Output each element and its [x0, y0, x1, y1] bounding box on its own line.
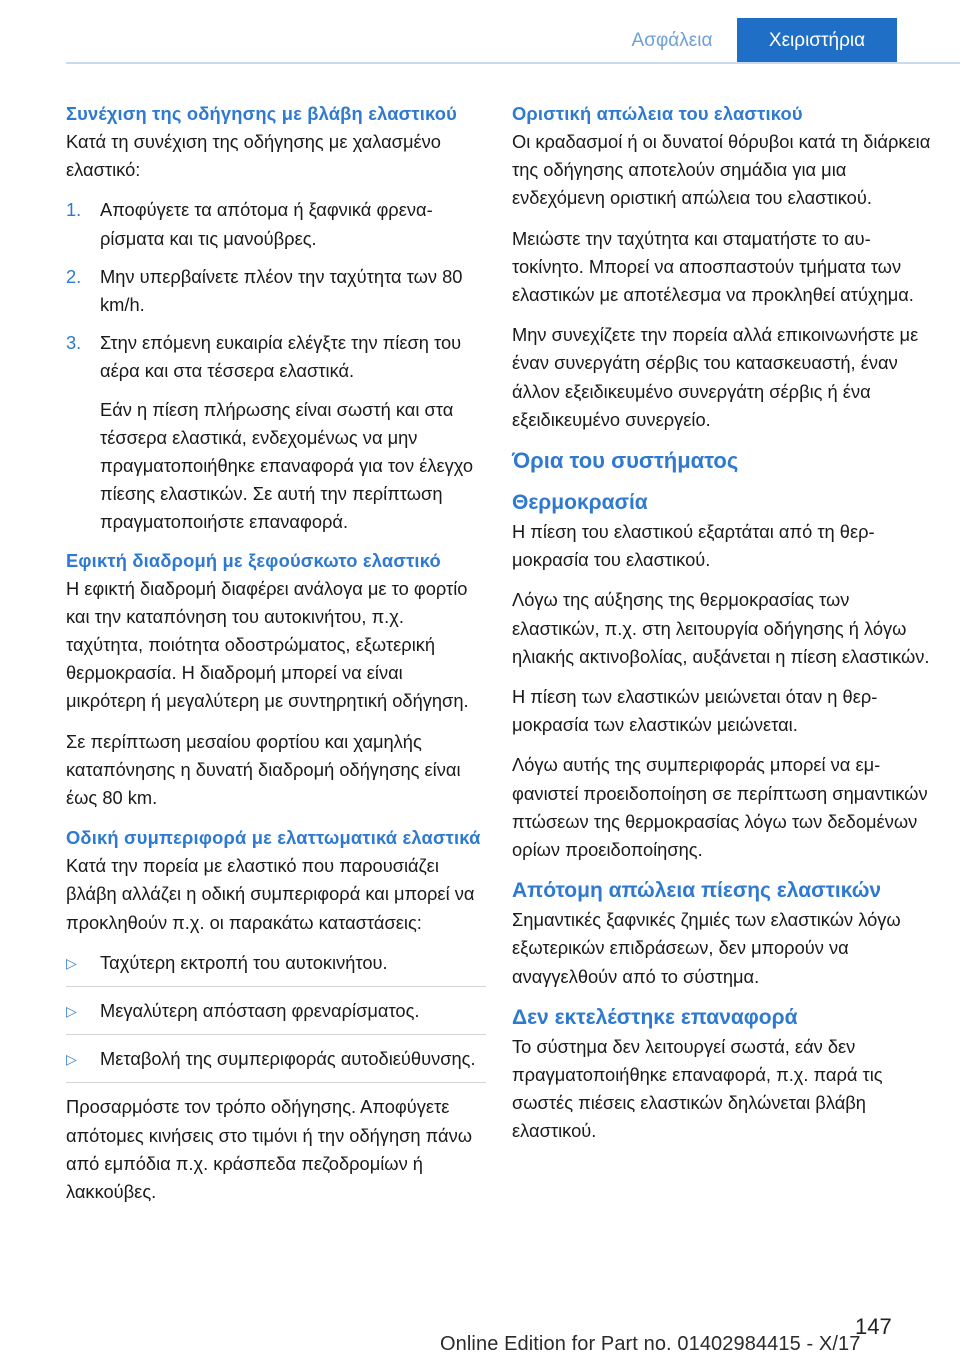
paragraph: Μην συνεχίζετε την πορεία αλλά επικοινωνήστε με έναν συνεργάτη σέρβις του κατασκευαστή, έναν άλλον εξειδικευμένο συνεργάτη σέρβις ή ένα εξειδικευμένο συνεργείο.: [512, 324, 919, 430]
list-item: [66, 1045, 486, 1083]
paragraph: Οι κραδασμοί ή οι δυνατοί θόρυβοι κατά τη διάρκεια της οδήγησης αποτελούν σημάδια για μια ενδεχόμενη οριστική απώλεια του ελαστικού.: [512, 131, 931, 209]
list-item-text: Μεταβολή της συμπεριφοράς αυτοδιεύθυνσης.: [100, 1048, 476, 1070]
section-title-possible-range: Εφικτή διαδρομή με ξεφούσκωτο ελαστικό: [66, 549, 441, 571]
header-divider: [66, 62, 960, 64]
left-column: [66, 100, 486, 1218]
list-item-text: Μεγαλύτερη απόσταση φρεναρίσματος.: [100, 1000, 420, 1022]
tab-safety[interactable]: Ασφάλεια: [631, 29, 713, 51]
triangle-bullet-icon: ▷: [66, 1003, 77, 1020]
list-number: 3.: [66, 332, 82, 354]
list-item-text: Μην υπερβαίνετε πλέον την ταχύτητα των 80 km/h.: [100, 265, 463, 316]
list-number: 2.: [66, 265, 82, 287]
paragraph: Κατά τη συνέχιση της οδήγησης με χαλασμένο ελαστικό:: [66, 131, 441, 181]
subheading-no-reset: Δεν εκτελέστηκε επαναφορά: [512, 1005, 798, 1029]
list-item: [66, 329, 486, 536]
section-title-road-behavior: Οδική συμπεριφορά με ελαττωματικά ελαστικά: [66, 827, 481, 849]
paragraph: Η πίεση των ελαστικών μειώνεται όταν η θερμοκρασία των ελαστικών μειώνεται.: [512, 686, 878, 736]
paragraph: Προσαρμόστε τον τρόπο οδήγησης. Αποφύγετε απότομες κινήσεις στο τιμόνι ή την οδήγηση πάνω από εμπόδια π.χ. κράσπεδα πεζοδρομίων ή λακκούβες.: [66, 1096, 472, 1203]
bullet-list: [66, 949, 486, 1084]
section-title-tire-loss: Οριστική απώλεια του ελαστικού: [512, 103, 803, 124]
triangle-bullet-icon: ▷: [66, 1051, 77, 1068]
subheading-sudden-pressure-loss: Απότομη απώλεια πίεσης ελαστικών: [512, 879, 882, 903]
subheading-temperature: Θερμοκρασία: [512, 491, 648, 515]
paragraph: Κατά την πορεία με ελαστικό που παρουσιάζει βλάβη αλλάζει η οδική συμπεριφορά και μπορεί να προκληθούν π.χ. οι παρακάτω καταστάσεις:: [66, 855, 475, 933]
paragraph: Λόγω της αύξησης της θερμοκρασίας των ελαστικών, π.χ. στη λειτουργία οδήγησης ή λόγω ηλιακής ακτινοβολίας, αυξάνεται η πίεση ελαστικών.: [512, 589, 930, 667]
paragraph: Μειώστε την ταχύτητα και σταματήστε το αυτοκίνητο. Μπορεί να αποσπαστούν τμήματα των ελαστικών με αποτέλεσμα να προκληθεί ατύχημα.: [512, 227, 914, 306]
right-column: [512, 100, 932, 1158]
header-tabs: [607, 18, 897, 63]
page-number: 147: [855, 1314, 892, 1339]
list-item-note: Εάν η πίεση πλήρωσης είναι σωστή και στα τέσσερα ελαστικά, ενδεχομένως να μην πραγματοποιήθηκε επαναφορά για τον έλεγχο πίεσης ελαστικών. Σε αυτή την περίπτωση πραγματοποιήστε επαναφορά.: [100, 398, 474, 533]
list-item: [66, 949, 486, 987]
list-item-text: Ταχύτερη εκτροπή του αυτοκινήτου.: [100, 951, 388, 973]
list-item-text: Αποφύγετε τα απότομα ή ξαφνικά φρεναρίσματα και τις μανούβρες.: [100, 199, 433, 249]
triangle-bullet-icon: ▷: [66, 954, 77, 971]
numbered-list: [66, 196, 486, 536]
paragraph: Σημαντικές ξαφνικές ζημιές των ελαστικών λόγω εξωτερικών επιδράσεων, δεν μπορούν να αναγγελθούν από το σύστημα.: [512, 909, 901, 987]
list-item: [66, 263, 486, 319]
footer-edition: Online Edition for Part no. 01402984415 - X/17: [440, 1333, 861, 1355]
heading-system-limits: Όρια του συστήματος: [512, 448, 739, 474]
paragraph: Η πίεση του ελαστικού εξαρτάται από τη θερμοκρασία του ελαστικού.: [512, 521, 875, 571]
list-item: [66, 196, 486, 252]
tab-controls[interactable]: Χειριστήρια: [737, 18, 897, 63]
list-item: [66, 997, 486, 1035]
paragraph: Η εφικτή διαδρομή διαφέρει ανάλογα με το φορτίο και την καταπόνηση του αυτοκινήτου, π.χ. ταχύτητα, ποιότητα οδοστρώματος, εξωτερική θερμοκρασία. Η διαδρομή μπορεί να είναι μικρότερη ή μεγαλύτερη με συντηρητική οδήγηση.: [66, 577, 469, 712]
paragraph: Το σύστημα δεν λειτουργεί σωστά, εάν δεν πραγματοποιήθηκε επαναφορά, π.χ. παρά τις σωστές πιέσεις ελαστικών δηλώνεται βλάβη ελαστικού.: [512, 1035, 883, 1142]
paragraph: Λόγω αυτής της συμπεριφοράς μπορεί να εμφανιστεί προειδοποίηση σε περίπτωση σημαντικών πτώσεων της θερμοκρασίας λόγω των δεδομένων ορίων προειδοποίησης.: [512, 754, 928, 861]
paragraph: Σε περίπτωση μεσαίου φορτίου και χαμηλής καταπόνησης η δυνατή διαδρομή οδήγησης είναι έως 80 km.: [66, 730, 461, 809]
list-item-text: Στην επόμενη ευκαιρία ελέγξτε την πίεση του αέρα και στα τέσσερα ελαστικά.: [100, 332, 462, 382]
section-title-continue-driving: Συνέχιση της οδήγησης με βλάβη ελαστικού: [66, 103, 457, 124]
list-number: 1.: [66, 199, 82, 221]
